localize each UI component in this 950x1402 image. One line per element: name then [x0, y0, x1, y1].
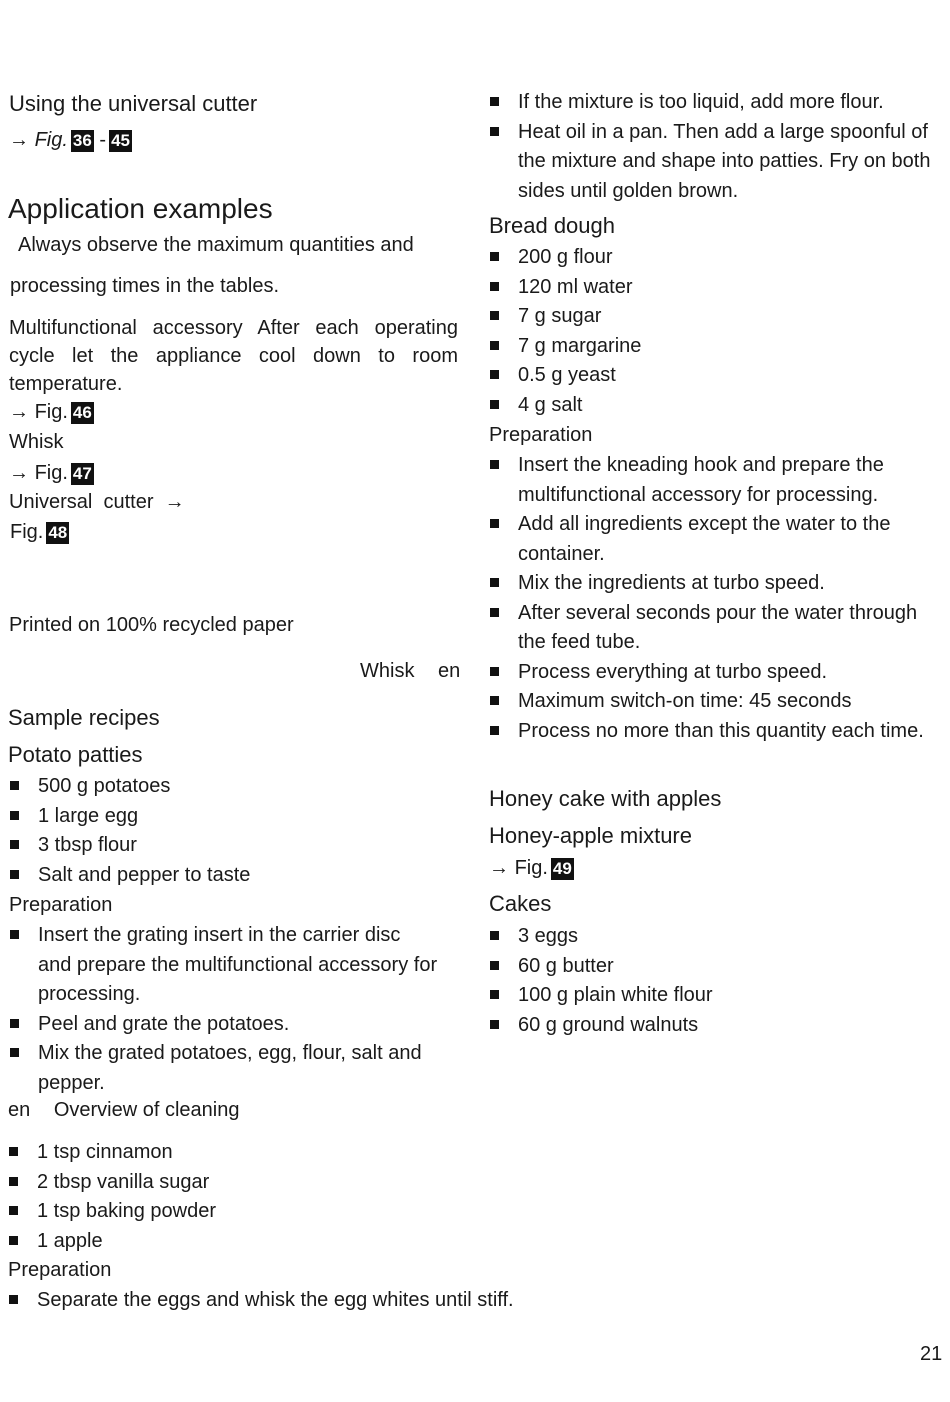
list-item: Separate the eggs and whisk the egg whites until stiff.	[8, 1286, 608, 1316]
bread-steps-list	[489, 451, 929, 746]
arrow-icon: →	[9, 129, 29, 151]
list-item: Peel and grate the potatoes.	[9, 1010, 439, 1040]
running-header	[8, 1098, 239, 1122]
fig-label: Fig.	[514, 857, 548, 879]
list-item: If the mixture is too liquid, add more flour.	[489, 88, 939, 118]
preparation-label-bread: Preparation	[489, 424, 593, 446]
list-item: Salt and pepper to taste	[9, 861, 459, 891]
list-item: 60 g butter	[489, 952, 939, 982]
fig-range-dash: -	[99, 129, 107, 151]
preparation-label: Preparation	[9, 894, 113, 916]
potato-steps-list	[9, 921, 439, 1098]
fig-label: Fig.	[34, 462, 68, 484]
list-item: 7 g sugar	[489, 302, 939, 332]
honey-apple-mixture-heading: Honey-apple mixture	[489, 823, 692, 848]
figure-badge-36: 36	[72, 131, 92, 150]
figure-badge-49: 49	[552, 859, 572, 878]
fig-ref-36-45	[9, 128, 132, 152]
arrow-icon: →	[489, 857, 509, 879]
list-item: Heat oil in a pan. Then add a large spoonful of the mixture and shape into patties. Fry on both sides until golden brown.	[489, 118, 939, 207]
list-item: 0.5 g yeast	[489, 361, 939, 391]
whisk-label: Whisk	[9, 431, 64, 453]
fig-ref-48	[10, 520, 69, 544]
honey-ingredients-cont-list	[8, 1138, 458, 1256]
list-item: 500 g potatoes	[9, 772, 459, 802]
universal-cutter-heading: Using the universal cutter	[9, 91, 258, 116]
list-item: Process everything at turbo speed.	[489, 658, 929, 688]
list-item: Mix the grated potatoes, egg, flour, salt and pepper.	[9, 1039, 439, 1098]
figure-badge-47: 47	[72, 464, 92, 483]
list-item: Insert the kneading hook and prepare the multifunctional accessory for processing.	[489, 451, 929, 510]
page-number: 21	[920, 1343, 943, 1365]
fig-ref-49	[489, 856, 574, 880]
potato-ingredients-list	[9, 772, 459, 890]
header-section: Overview of cleaning	[53, 1099, 240, 1121]
honey-steps-list	[8, 1286, 608, 1316]
fig-ref-46	[9, 400, 94, 424]
figure-badge-45: 45	[111, 131, 130, 150]
figure-badge-48: 48	[48, 523, 68, 542]
figure-badge-46: 46	[72, 403, 92, 422]
list-item: 1 tsp baking powder	[8, 1197, 458, 1227]
bread-ingredients-list	[489, 243, 939, 420]
preparation-label-2: Preparation	[8, 1259, 112, 1281]
observe-line-1: Always observe the maximum quantities and	[18, 234, 414, 256]
header-lang: en	[8, 1099, 31, 1121]
list-item: 3 tbsp flour	[9, 831, 459, 861]
list-item: 120 ml water	[489, 273, 939, 303]
fig-label: Fig.	[34, 401, 68, 423]
sample-recipes-heading: Sample recipes	[8, 705, 160, 730]
multifunctional-accessory-text: Multifunctional accessory After each operating cycle let the appliance cool down to room temperature.	[9, 317, 458, 395]
footer-section: Whisk	[360, 660, 415, 682]
cakes-ingredients-list	[489, 922, 939, 1040]
running-footer	[360, 659, 460, 683]
universal-cutter-line: Universal cutter →	[9, 491, 185, 513]
bread-dough-heading: Bread dough	[489, 213, 615, 238]
printed-note: Printed on 100% recycled paper	[9, 614, 294, 636]
list-item: Mix the ingredients at turbo speed.	[489, 569, 929, 599]
list-item: 1 apple	[8, 1227, 458, 1257]
list-item: Insert the grating insert in the carrier disc and prepare the multifunctional accessory for processing.	[9, 921, 439, 1010]
fig-label: Fig.	[10, 521, 44, 543]
list-item: After several seconds pour the water through the feed tube.	[489, 599, 929, 658]
application-examples-heading: Application examples	[8, 193, 273, 224]
potato-steps-cont-list	[489, 88, 939, 206]
list-item: 3 eggs	[489, 922, 939, 952]
list-item: 1 large egg	[9, 802, 459, 832]
arrow-icon: →	[9, 401, 29, 423]
potato-patties-heading: Potato patties	[8, 742, 143, 767]
cakes-heading: Cakes	[489, 891, 552, 916]
list-item: Maximum switch-on time: 45 seconds	[489, 687, 929, 717]
list-item: 60 g ground walnuts	[489, 1011, 939, 1041]
list-item: 1 tsp cinnamon	[8, 1138, 458, 1168]
list-item: 7 g margarine	[489, 332, 939, 362]
list-item: 200 g flour	[489, 243, 939, 273]
list-item: 100 g plain white flour	[489, 981, 939, 1011]
honey-cake-heading: Honey cake with apples	[489, 786, 722, 811]
list-item: 4 g salt	[489, 391, 939, 421]
arrow-icon: →	[9, 462, 29, 484]
list-item: Add all ingredients except the water to the container.	[489, 510, 929, 569]
fig-label: Fig.	[34, 129, 68, 151]
list-item: 2 tbsp vanilla sugar	[8, 1168, 458, 1198]
list-item: Process no more than this quantity each time.	[489, 717, 929, 747]
footer-lang: en	[438, 660, 461, 682]
fig-ref-47	[9, 461, 94, 485]
observe-line-2: processing times in the tables.	[10, 275, 280, 297]
